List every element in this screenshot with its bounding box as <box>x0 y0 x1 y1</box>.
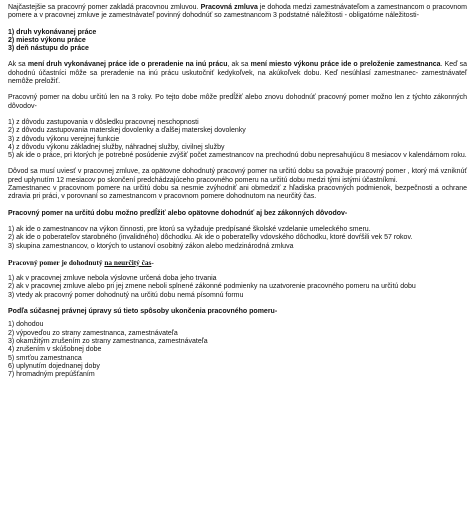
termination-item: 4) zrušením v skúšobnej dobe <box>8 346 102 354</box>
no-reason-heading-rest: alebo opätovne dohodnúť aj bez zákonných dôvodov- <box>165 209 348 217</box>
no-reason-heading-bold: Pracovný pomer na určitú dobu možno predĺžiť <box>8 209 166 217</box>
reason-paragraph-2: Zamestnanec v pracovnom pomere na určitú dobu sa nesmie zvýhodniť ani obmedziť z hľadiska pracovných podmienok, bezpečnosti a ochrane zdravia pri práci, v porovnaní so zamestnancom v pracovnom pomere dohodnutom na neurčitý čas. <box>8 185 467 201</box>
termination-item: 6) uplynutím dojednanej doby <box>8 362 100 370</box>
essential-item: 1) druh vykonávanej práce <box>8 28 97 36</box>
termination-item: 7) hromadným prepúšťaním <box>8 371 95 379</box>
termination-item: 1) dohodou <box>8 321 44 329</box>
intro-paragraph <box>8 4 467 21</box>
intro-text-rest: je dohoda medzi zamestnávateľom a zamestnancom o pracovnom pomere a v pracovnej zmluve je zamestnávateľ povinný dohodnúť so zamestnancom 3 podstatné náležitosti - obligatórne náležitosti- <box>8 4 467 20</box>
termination-item: 2) výpoveďou zo strany zamestnanca, zamestnávateľa <box>8 329 178 337</box>
transfer-paragraph <box>8 61 467 86</box>
termination-list <box>8 321 467 379</box>
indefinite-list <box>8 275 467 300</box>
essential-item: 3) deň nástupu do práce <box>8 45 89 53</box>
indefinite-item: 3) vtedy ak pracovný pomer dohodnutý na určitú dobu nemá písomnú formu <box>8 291 244 299</box>
transfer-text-rest: . Keď sa dohodnú účastníci môže sa preradenie na inú prácu uskutočniť kedykoľvek, na akúkoľvek dobu. Keď nesúhlasí zamestnanec- zamestnávateľ nemôže preložiť. <box>8 61 468 86</box>
reason-item: 4) z dôvodu výkonu základnej služby, náhradnej služby, civilnej služby <box>8 143 225 151</box>
reason-item: 5) ak ide o práce, pri ktorých je potrebné posúdenie zvýšiť počet zamestnancov na prechodnú dobu nepresahujúcu 8 mesiacov v kalendárnom roku. <box>8 152 467 160</box>
fixed-term-reasons <box>8 119 467 160</box>
no-reason-item: 2) ak ide o poberateľov starobného (invalidného) dôchodku. Ak ide o poberateľky vdovského dôchodku, ktoré dovŕšili vek 57 rokov. <box>8 234 413 242</box>
transfer-bold-1: mení druh vykonávanej práce ide o preradenie na inú prácu <box>27 61 228 69</box>
essentials-list <box>8 29 467 54</box>
no-reason-item: 1) ak ide o zamestnancov na výkon činnosti, pre ktorú sa vyžaduje predpísané školské vzdelanie umeleckého smeru. <box>8 225 371 233</box>
termination-heading: Podľa súčasnej právnej úpravy sú tieto spôsoby ukončenia pracovného pomeru- <box>8 308 278 316</box>
reason-paragraph-1: Dôvod sa musí uviesť v pracovnej zmluve, za opätovne dohodnutý pracovný pomer na určitú dobu sa považuje pracovný pomer , ktorý má vzniknúť pred uplynutím 12 mesiacov po skončení predchádzajúceho pracovného pomeru na určitú dobu medzi tými istými účastníkmi. <box>8 168 467 184</box>
essential-item: 2) miesto výkonu práce <box>8 36 86 44</box>
no-reason-heading <box>8 210 467 218</box>
indefinite-heading-text: Pracovný pomer je dohodnutý <box>8 257 105 267</box>
transfer-text: Ak sa <box>8 61 28 69</box>
indefinite-item: 1) ak v pracovnej zmluve nebola výslovne určená doba jeho trvania <box>8 275 217 283</box>
intro-bold-term: Pracovná zmluva <box>200 4 258 11</box>
intro-text: Najčastejšie sa pracovný pomer zakladá pracovnou zmluvou. <box>8 4 201 11</box>
reason-item: 1) z dôvodu zastupovania v dôsledku pracovnej neschopnosti <box>8 118 199 126</box>
fixed-term-paragraph: Pracovný pomer na dobu určitú len na 3 roky. Po tejto dobe môže predĺžiť alebo znovu dohodnúť pracovný pomer možno len z týchto zákonných dôvodov- <box>8 94 467 110</box>
reason-item: 2) z dôvodu zastupovania materskej dovolenky a ďalšej materskej dovolenky <box>8 127 246 135</box>
indefinite-heading-end: - <box>151 257 154 267</box>
no-reason-list <box>8 226 467 251</box>
indefinite-heading <box>8 259 467 267</box>
indefinite-item: 2) ak v pracovnej zmluve alebo pri jej zmene neboli splnené zákonné podmienky na uzatvorenie pracovného pomeru na určitú dobu <box>8 283 416 291</box>
transfer-text-mid: , ak sa <box>227 61 251 69</box>
reason-item: 3) z dôvodu výkonu verejnej funkcie <box>8 135 120 143</box>
termination-item: 5) smrťou zamestnanca <box>8 354 82 362</box>
indefinite-heading-underlined: na neurčitý čas <box>104 257 152 267</box>
transfer-bold-2: mení miesto výkonu práce ide o preloženie zamestnanca <box>250 61 441 69</box>
no-reason-item: 3) skupina zamestnancov, o ktorých to ustanoví osobitný zákon alebo medzinárodná zmluva <box>8 242 294 250</box>
termination-item: 3) okamžitým zrušením zo strany zamestnanca, zamestnávateľa <box>8 337 208 345</box>
